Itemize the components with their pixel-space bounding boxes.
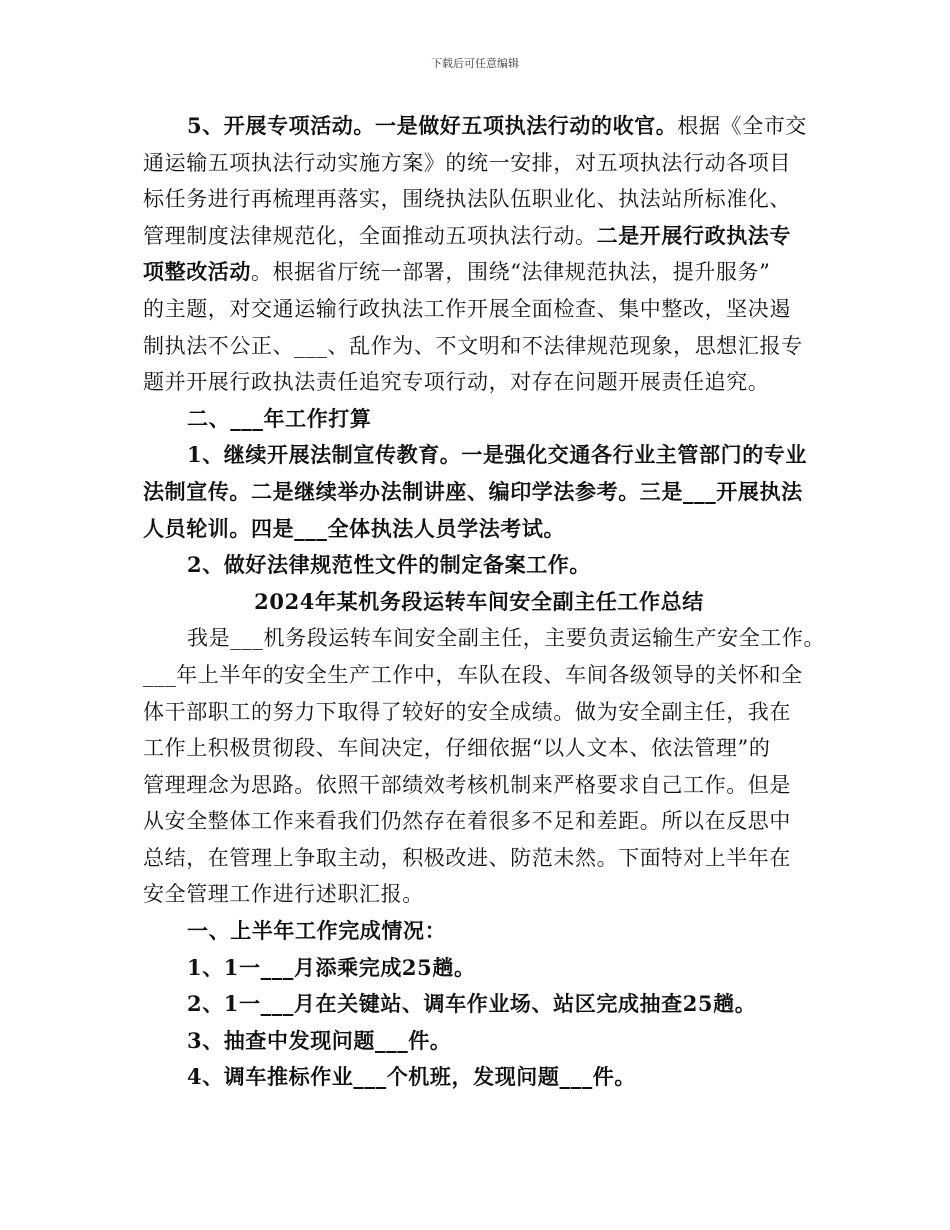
text-segment: ___年上半年的安全生产工作中，车队在段、车间各级领导的关怀和全 xyxy=(143,662,803,687)
text-segment: 的主题，对交通运输行政执法工作开展全面检查、集中整改，坚决遏 xyxy=(143,296,791,321)
text-line xyxy=(143,328,815,365)
bold-text-segment: 人员轮训。四是___全体执法人员学法考试。 xyxy=(143,515,566,541)
bold-text-segment: 5、开展专项活动。一是做好五项执法行动的收官。 xyxy=(187,113,678,138)
text-segment: 从安全整体工作来看我们仍然存在着很多不足和差距。所以在反思中 xyxy=(143,809,791,834)
text-line xyxy=(143,437,815,474)
text-segment: 。根据省厅统一部署，围绕“法律规范执法，提升服务” xyxy=(251,260,771,285)
text-line xyxy=(143,950,815,987)
bold-text-segment: 二、___年工作打算 xyxy=(187,405,372,431)
text-segment: 标任务进行再梳理再落实，围绕执法队伍职业化、执法站所标准化、 xyxy=(143,187,791,212)
document-body xyxy=(143,108,826,1096)
bold-text-segment: 2、做好法律规范性文件的制定备案工作。 xyxy=(187,552,592,578)
bold-text-segment: 二是开展行政执法专 xyxy=(596,222,792,248)
bold-text-segment: 4、调车推标作业___个机班，发现问题___件。 xyxy=(187,1064,637,1090)
bold-text-segment: 一、上半年工作完成情况： xyxy=(187,918,447,944)
text-line xyxy=(143,291,815,328)
text-segment: 制执法不公正、___、乱作为、不文明和不法律规范现象，思想汇报专 xyxy=(143,333,803,358)
text-line xyxy=(143,803,815,840)
text-line xyxy=(143,145,815,182)
text-line xyxy=(143,620,826,657)
text-line xyxy=(143,401,815,438)
header-note: 下载后可任意编辑 xyxy=(431,57,519,70)
text-line xyxy=(143,1059,815,1096)
text-line xyxy=(143,694,815,731)
bold-text-segment: 2、1一___月在关键站、调车作业场、站区完成抽查25趟。 xyxy=(187,991,757,1017)
text-line xyxy=(143,657,815,694)
text-segment: 通运输五项执法行动实施方案》的统一安排，对五项执法行动各项目 xyxy=(143,150,791,175)
bold-text-segment: 项整改活动 xyxy=(143,259,251,285)
text-line xyxy=(143,1023,815,1060)
document-title xyxy=(143,584,815,621)
text-segment: 我是___机务段运转车间安全副主任，主要负责运输生产安全工作。 xyxy=(187,626,826,651)
text-line xyxy=(143,218,815,255)
text-line xyxy=(143,986,815,1023)
bold-text-segment: 1、继续开展法制宣传教育。一是强化交通各行业主管部门的专业 xyxy=(187,442,808,468)
text-line xyxy=(143,474,815,511)
text-segment: 管理理念为思路。依照干部绩效考核机制来严格要求自己工作。但是 xyxy=(143,772,791,797)
text-line xyxy=(143,767,815,804)
text-line xyxy=(143,840,815,877)
bold-text-segment: 3、抽查中发现问题___件。 xyxy=(187,1027,452,1053)
text-segment: 管理制度法律规范化，全面推动五项执法行动。 xyxy=(143,223,597,248)
text-line xyxy=(143,730,815,767)
text-line xyxy=(143,876,815,913)
text-line xyxy=(143,511,815,548)
text-line xyxy=(143,108,815,145)
bold-text-segment: 1、1一___月添乘完成25趟。 xyxy=(187,954,476,980)
text-line xyxy=(143,547,815,584)
text-segment: 工作上积极贯彻段、车间决定，仔细依据“以人文本、依法管理”的 xyxy=(143,736,771,761)
text-segment: 题并开展行政执法责任追究专项行动，对存在问题开展责任追究。 xyxy=(143,370,770,395)
text-segment: 体干部职工的努力下取得了较好的安全成绩。做为安全副主任，我在 xyxy=(143,699,791,724)
text-segment: 总结，在管理上争取主动，积极改进、防范未然。下面特对上半年在 xyxy=(143,845,791,870)
text-line xyxy=(143,364,815,401)
text-segment: 安全管理工作进行述职汇报。 xyxy=(143,882,424,907)
text-segment: 根据《全市交 xyxy=(677,114,808,138)
bold-text-segment: 法制宣传。二是继续举办法制讲座、编印学法参考。三是___开展执法 xyxy=(143,478,803,504)
text-line xyxy=(143,181,815,218)
bold-text-segment: 2024年某机务段运转车间安全副主任工作总结 xyxy=(254,588,704,614)
text-line xyxy=(143,254,815,291)
text-line xyxy=(143,913,815,950)
